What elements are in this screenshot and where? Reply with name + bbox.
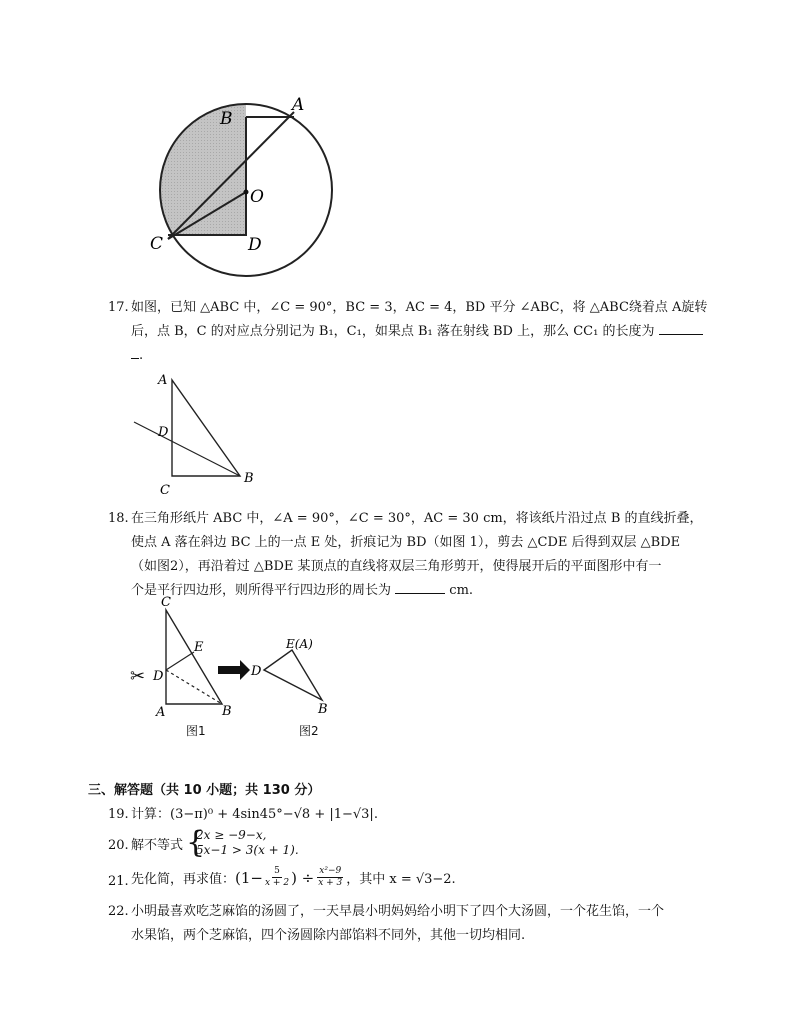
fig1-caption: 图1	[186, 724, 206, 738]
q18-line4-text: 个是平行四边形，则所得平行四边形的周长为	[131, 583, 392, 598]
arrow-icon	[218, 660, 250, 680]
label-O: O	[250, 187, 264, 207]
q18-line4-end: cm.	[449, 583, 474, 598]
triangle-ABC	[172, 380, 240, 476]
fig1-label-D: D	[153, 669, 164, 684]
q17-label-B: B	[244, 471, 254, 486]
q17-line3-end: .	[139, 348, 144, 363]
fig1-label-A: A	[156, 705, 166, 720]
fig1-label-E: E	[194, 640, 204, 655]
q17-label-C: C	[160, 483, 170, 498]
q22-line1: 小明最喜欢吃芝麻馅的汤圆了，一天早晨小明妈妈给小明下了四个大汤圆，一个花生馅，一个	[131, 904, 665, 919]
label-A: A	[292, 95, 305, 115]
q21-frac2	[317, 866, 343, 889]
q20-row1: 2x ≥ −9−x,	[196, 828, 267, 842]
q21-frac1-den: x + 2	[264, 878, 290, 888]
label-B: B	[220, 109, 233, 129]
q17-label-D: D	[158, 425, 169, 440]
center-point	[244, 190, 249, 195]
q19-text: 计算：(3−π)⁰ + 4sin45°−√8 + |1−√3|.	[131, 807, 378, 822]
fig2-label-EA: E(A)	[286, 637, 313, 651]
circle-figure	[150, 92, 350, 287]
fig2-triangle	[264, 650, 322, 700]
fig1-crease-DB	[166, 670, 222, 704]
q21-prefix: 先化简，再求值：	[131, 872, 236, 887]
q22-line2: 水果馅，两个芝麻馅，四个汤圆除内部馅料不同外，其他一切均相同.	[131, 928, 526, 943]
q17-answer-blank[interactable]	[659, 320, 703, 335]
q18-line2: 使点 A 落在斜边 BC 上的一点 E 处，折痕记为 BD（如图 1），剪去 △CDE 后得到双层 △BDE	[131, 535, 681, 550]
fig1-fold-DE	[166, 652, 194, 670]
q18-line3: （如图2），再沿着过 △BDE 某顶点的直线将双层三角形剪开，使得展开后的平面图形中有一	[131, 559, 662, 574]
fig1-label-B: B	[222, 704, 232, 719]
label-C: C	[150, 234, 164, 254]
q20-row2: 5x−1 > 3(x + 1).	[196, 843, 299, 857]
q21-suffix: ，其中 x = √3−2.	[346, 872, 456, 887]
q21-expr-a: (1−	[235, 868, 263, 887]
q21-expression	[131, 866, 456, 889]
q17-line3	[131, 344, 143, 367]
q17-line2	[131, 320, 703, 343]
fig1-triangle	[166, 610, 222, 704]
section-3-title: 三、解答题（共 10 小题；共 130 分）	[88, 783, 321, 798]
q21-frac2-den: x + 3	[318, 878, 343, 888]
q18-number: 18.	[108, 511, 129, 526]
q17-line1: 如图，已知 △ABC 中，∠C = 90°，BC = 3，AC = 4，BD 平分 ∠ABC，将 △ABC绕着点 A旋转	[131, 300, 708, 315]
q18-figures	[126, 596, 356, 746]
q21-expr-b: ) ÷	[291, 868, 315, 887]
fig2-caption: 图2	[299, 724, 319, 738]
q17-figure	[132, 370, 262, 498]
fig2-label-D: D	[251, 664, 262, 679]
q21-frac1	[265, 866, 289, 889]
scissors-icon: ✂	[130, 666, 146, 687]
q20-brace: {	[186, 825, 206, 860]
fig1-label-C: C	[161, 596, 171, 610]
q17-line2-text: 后，点 B，C 的对应点分别记为 B₁，C₁，如果点 B₁ 落在射线 BD 上，那么 CC₁ 的长度为	[131, 324, 655, 339]
label-D: D	[248, 235, 262, 255]
q17-answer-blank-cont	[131, 344, 139, 359]
q17-label-A: A	[158, 373, 168, 388]
q21-frac2-num: x²−9	[319, 866, 342, 876]
bisector-BD	[134, 422, 240, 476]
q18-line1: 在三角形纸片 ABC 中，∠A = 90°，∠C = 30°，AC = 30 cm，将该纸片沿过点 B 的直线折叠，	[131, 511, 703, 526]
q20-number: 20.	[108, 838, 129, 853]
q18-answer-blank[interactable]	[395, 579, 445, 594]
q21-frac1-num: 5	[274, 866, 280, 876]
q22-number: 22.	[108, 904, 129, 919]
q21-number: 21.	[108, 874, 129, 889]
q19-number: 19.	[108, 807, 129, 822]
fig2-label-B: B	[318, 702, 328, 717]
q17-number: 17.	[108, 300, 129, 315]
q20-prefix: 解不等式	[131, 838, 184, 853]
